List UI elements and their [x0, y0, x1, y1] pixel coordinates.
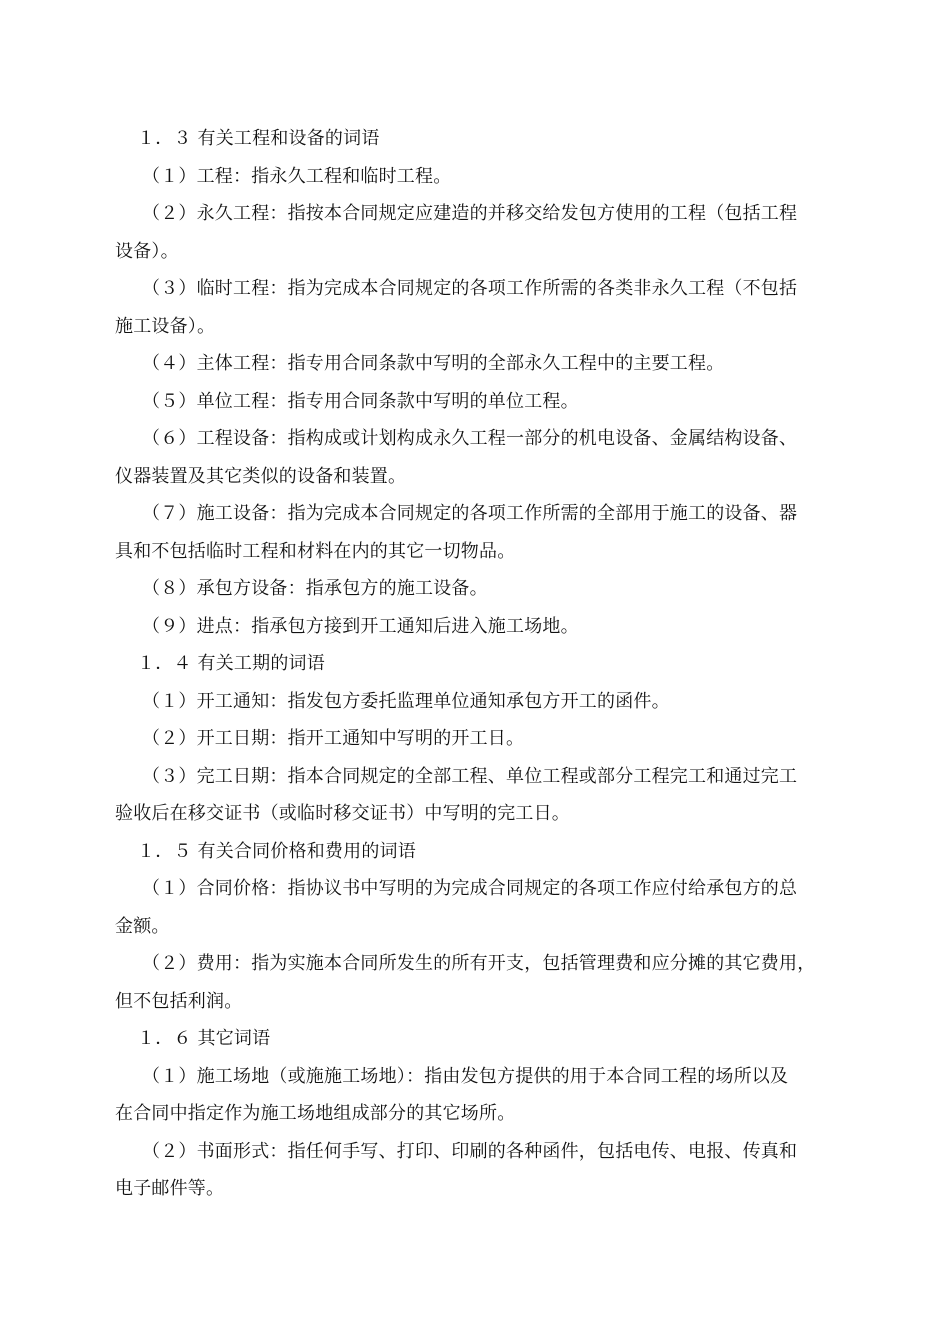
definition-item: （８）承包方设备：指承包方的施工设备。: [142, 578, 488, 599]
definition-item: （７）施工设备：指为完成本合同规定的各项工作所需的全部用于施工的设备、器: [142, 503, 798, 524]
definition-item-continuation: 具和不包括临时工程和材料在内的其它一切物品。: [115, 540, 516, 562]
definition-item: （２）费用：指为实施本合同所发生的所有开支，包括管理费和应分摊的其它费用，: [142, 953, 816, 974]
section-heading: １．５ 有关合同价格和费用的词语: [137, 840, 416, 862]
definition-item: （９）进点：指承包方接到开工通知后进入施工场地。: [142, 615, 579, 637]
definition-item: （１）施工场地（或施施工场地）：指由发包方提供的用于本合同工程的场所以及: [142, 1065, 789, 1087]
definition-item-continuation: 仪器装置及其它类似的设备和装置。: [115, 465, 407, 487]
document-body: [115, 120, 835, 1208]
definition-item-continuation: 在合同中指定作为施工场地组成部分的其它场所。: [115, 1103, 516, 1124]
definition-item: （２）永久工程：指按本合同规定应建造的并移交给发包方使用的工程（包括工程: [142, 203, 798, 224]
definition-item-continuation: 验收后在移交证书（或临时移交证书）中写明的完工日。: [115, 803, 570, 824]
section-heading: １．４ 有关工期的词语: [137, 653, 325, 674]
definition-item: （３）完工日期：指本合同规定的全部工程、单位工程或部分工程完工和通过完工: [142, 765, 798, 787]
definition-item: （２）开工日期：指开工通知中写明的开工日。: [142, 728, 525, 749]
section-heading: １．６ 其它词语: [137, 1028, 271, 1049]
definition-item: （５）单位工程：指专用合同条款中写明的单位工程。: [142, 390, 579, 412]
definition-item: （２）书面形式：指任何手写、打印、印刷的各种函件，包括电传、电报、传真和: [142, 1140, 798, 1162]
definition-item: （４）主体工程：指专用合同条款中写明的全部永久工程中的主要工程。: [142, 353, 725, 374]
definition-item: （３）临时工程：指为完成本合同规定的各项工作所需的各类非永久工程（不包括: [142, 278, 798, 299]
definition-item: （１）开工通知：指发包方委托监理单位通知承包方开工的函件。: [142, 690, 670, 712]
definition-item-continuation: 设备）。: [115, 240, 179, 262]
definition-item: （１）工程：指永久工程和临时工程。: [142, 165, 452, 187]
definition-item: （１）合同价格：指协议书中写明的为完成合同规定的各项工作应付给承包方的总: [142, 878, 798, 899]
definition-item: （６）工程设备：指构成或计划构成永久工程一部分的机电设备、金属结构设备、: [142, 428, 798, 449]
definition-item-continuation: 电子邮件等。: [115, 1178, 225, 1199]
definition-item-continuation: 金额。: [115, 915, 170, 937]
section-heading: １．３ 有关工程和设备的词语: [137, 128, 380, 149]
definition-item-continuation: 但不包括利润。: [115, 990, 243, 1012]
definition-item-continuation: 施工设备）。: [115, 315, 216, 337]
